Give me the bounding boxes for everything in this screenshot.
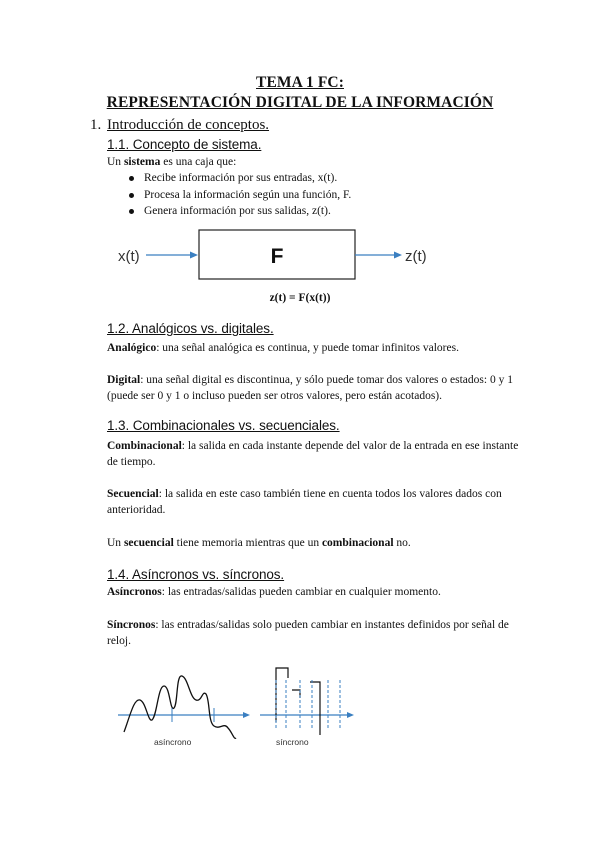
title-line-2: REPRESENTACIÓN DIGITAL DE LA INFORMACIÓN [106,94,494,111]
subsection-1-4-heading: 1.4. Asíncronos vs. síncronos. [107,567,285,582]
combinational-def: : la salida en cada instante depende del valor de la entrada en ese instante de tiempo. [107,440,519,468]
system-formula: z(t) = F(x(t)) [269,292,331,304]
title-line-1: TEMA 1 FC: [256,74,344,91]
combinational-paragraph [107,438,525,470]
sync-label: síncrono [276,737,309,747]
intro-bold: sistema [123,156,161,168]
digital-paragraph [107,372,525,404]
async-term: Asíncronos [107,586,162,598]
memory-bold-2: combinacional [321,537,394,549]
subsection-1-1-heading: 1.1. Concepto de sistema. [107,137,262,152]
sync-axis-arrowhead [347,712,354,718]
system-block-diagram [100,222,440,288]
bullet-item: Procesa la información según una función, F. [107,187,351,204]
sequential-def: : la salida en este caso también tiene en cuenta todos los valores dados con anterioridad. [107,488,502,516]
sync-term: Síncronos [107,619,156,631]
analog-term: Analógico [107,342,157,354]
memory-prefix: Un [107,537,124,549]
section-1-heading [90,117,269,134]
memory-paragraph [107,535,525,551]
memory-end: no. [393,537,411,549]
section-1-number: 1. [90,117,102,133]
subsection-1-3-heading: 1.3. Combinacionales vs. secuenciales. [107,418,340,433]
memory-bold-1: secuencial [123,537,174,549]
analog-paragraph [107,340,525,356]
async-axis-arrowhead [243,712,250,718]
output-arrowhead [394,252,402,259]
intro-prefix: Un [107,156,124,168]
async-def: : las entradas/salidas pueden cambiar en cualquier momento. [161,586,441,598]
async-sync-figure [110,660,370,752]
section-1-title: Introducción de conceptos. [107,117,270,133]
system-bullet-list [107,170,351,220]
digital-term: Digital [107,374,141,386]
input-label: x(t) [118,248,140,265]
sync-paragraph [107,617,525,649]
async-label: asíncrono [154,737,192,747]
analog-def: : una señal analógica es continua, y puede tomar infinitos valores. [156,342,459,354]
bullet-item: Genera información por sus salidas, z(t). [107,203,351,220]
sync-def: : las entradas/salidas solo pueden cambiar en instantes definidos por señal de reloj. [107,619,509,647]
function-label: F [270,245,284,268]
combinational-term: Combinacional [107,440,182,452]
subsection-1-2-heading: 1.2. Analógicos vs. digitales. [107,321,274,336]
async-waveform [124,676,236,738]
sequential-paragraph [107,486,525,518]
digital-def: : una señal digital es discontinua, y sólo puede tomar dos valores o estados: 0 y 1 (puede ser 0 y 1 o incluso pueden ser otros valores, pero están acotados). [107,374,513,402]
sync-waveform-part [292,690,300,698]
bullet-item: Recibe información por sus entradas, x(t). [107,170,351,187]
sequential-term: Secuencial [107,488,159,500]
output-label: z(t) [405,248,427,265]
async-paragraph [107,584,525,600]
memory-mid: tiene memoria mientras que un [173,537,322,549]
intro-rest: es una caja que: [160,156,237,168]
input-arrowhead [190,252,198,259]
system-intro [107,154,525,170]
